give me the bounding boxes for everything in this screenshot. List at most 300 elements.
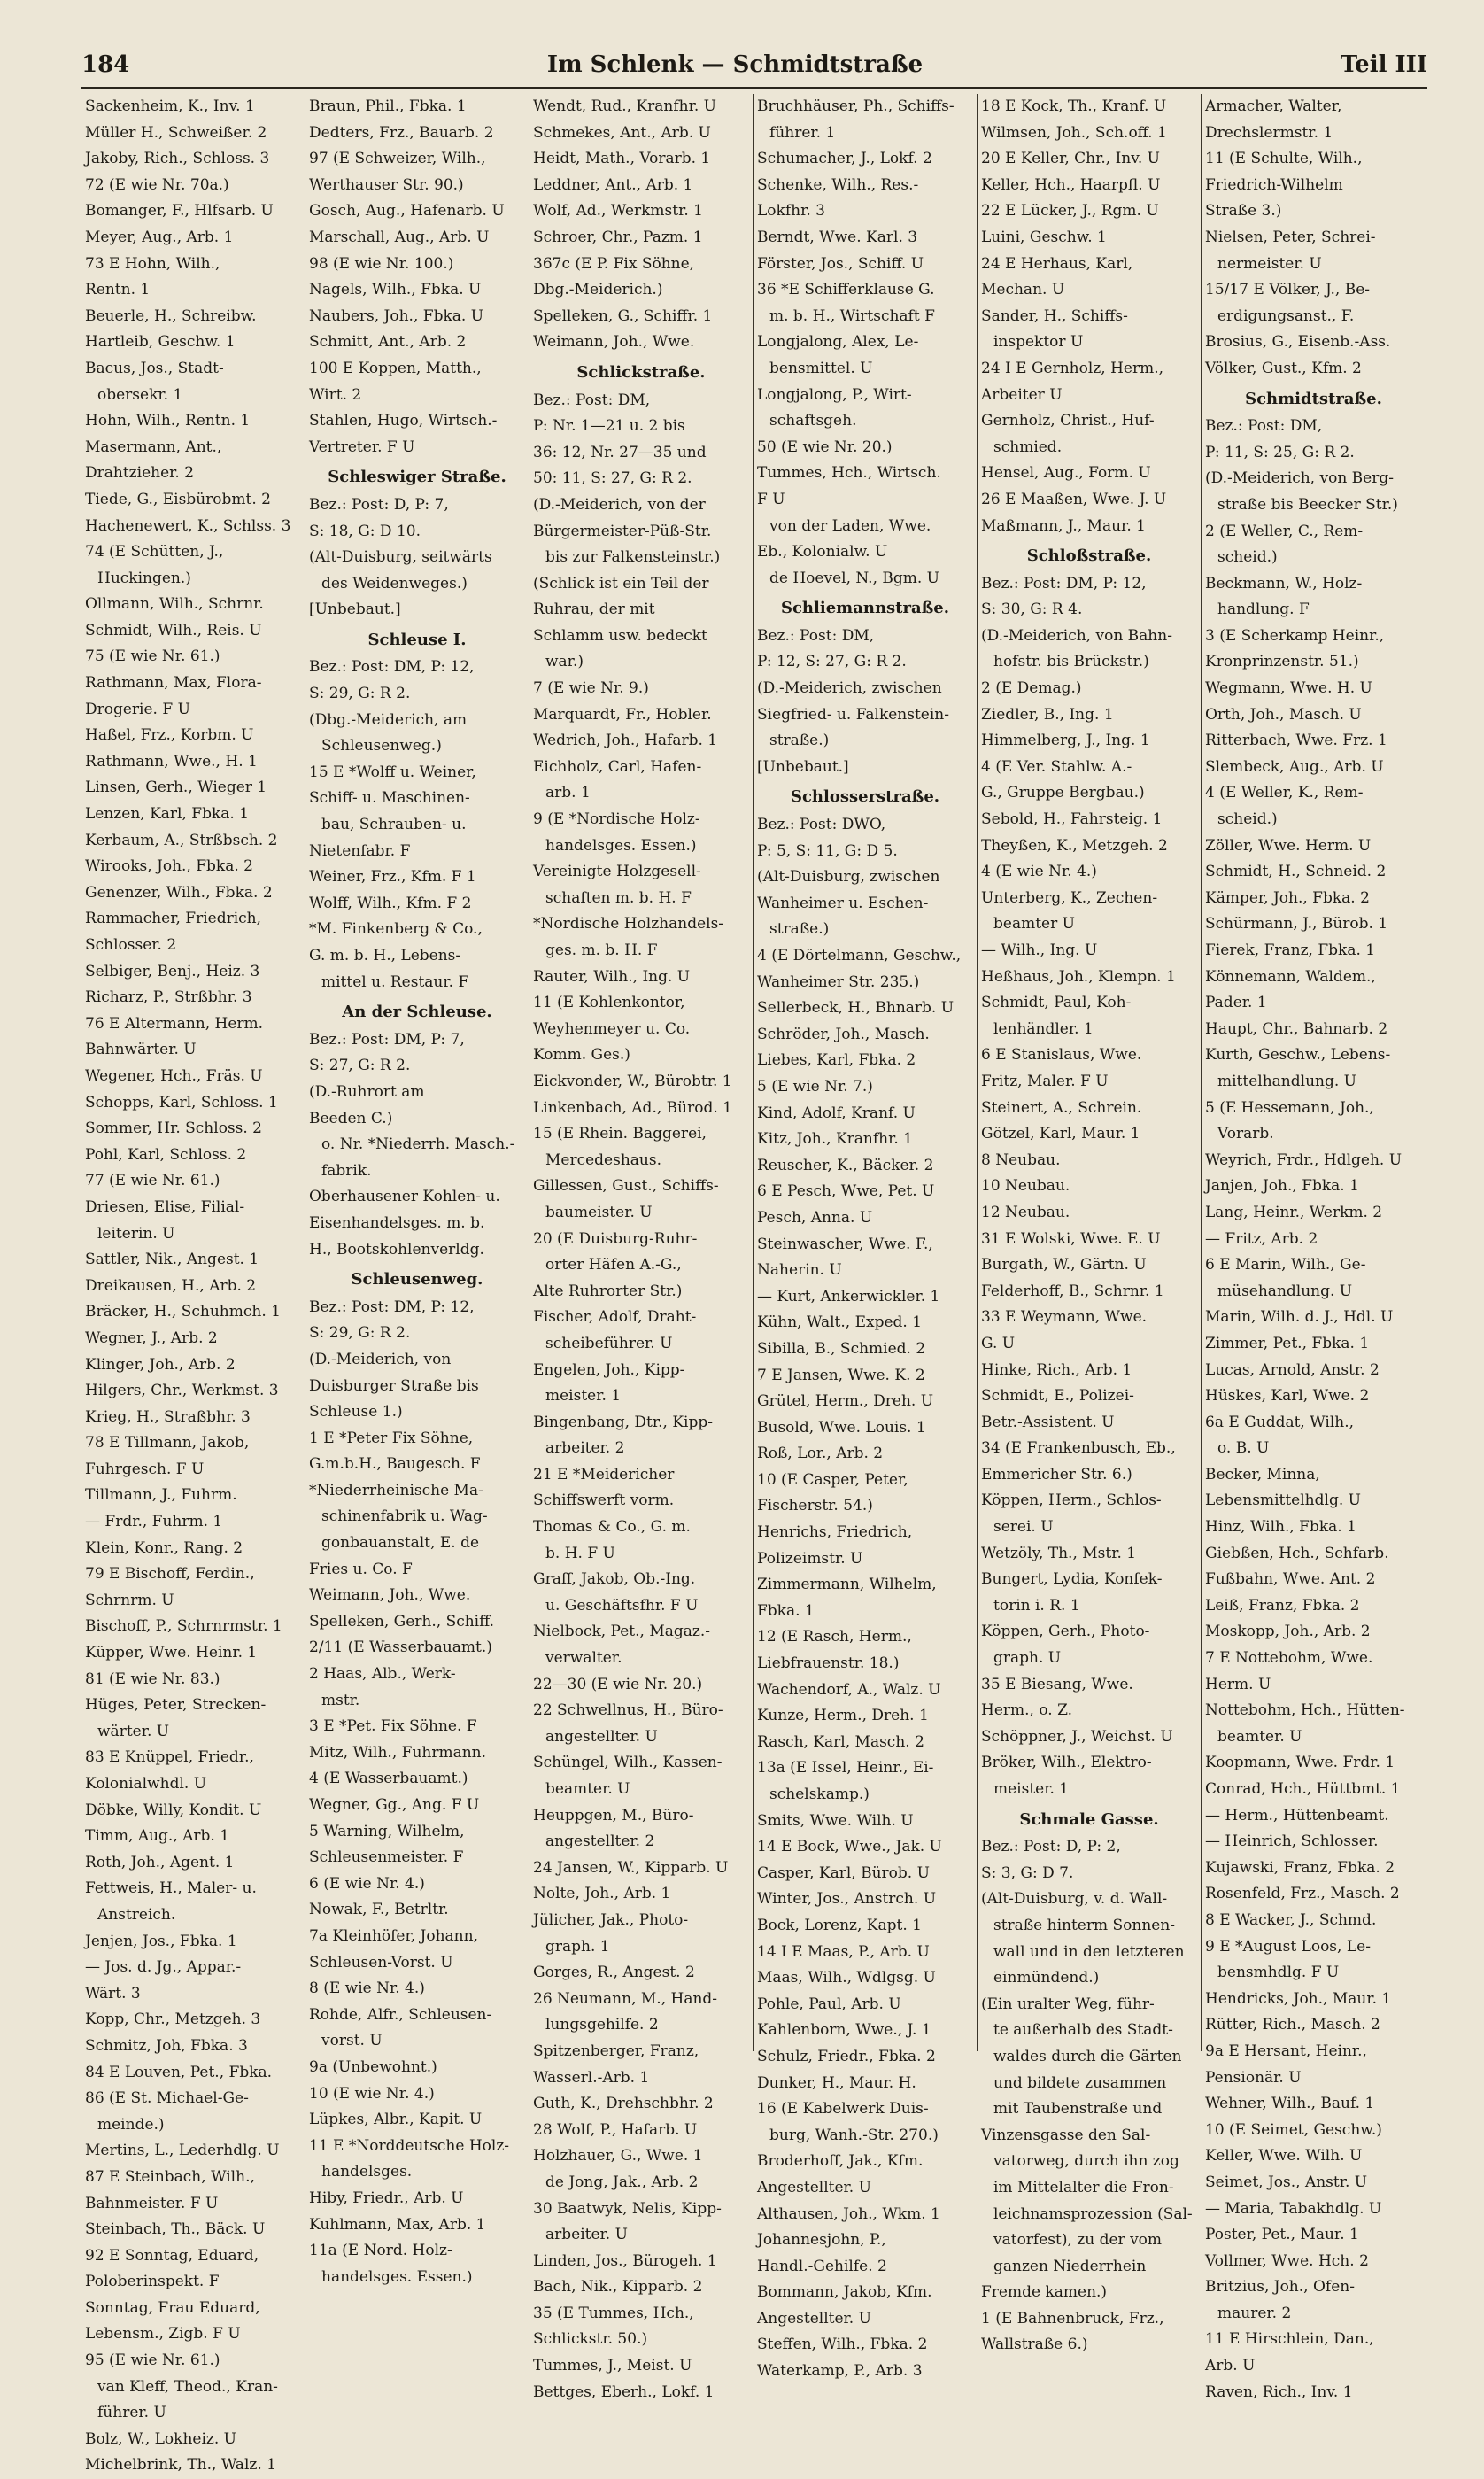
directory-entry: (Alt-Duisburg, v. d. Wall- (981, 1890, 1168, 1909)
directory-entry: 50 (E wie Nr. 20.) (757, 438, 893, 456)
directory-entry: 86 (E St. Michael-Ge- (85, 2089, 249, 2108)
directory-entry: Arb. U (1205, 2357, 1256, 2375)
directory-entry: Polizeimstr. U (757, 1549, 863, 1568)
directory-entry: Bettges, Eberh., Lokf. 1 (533, 2382, 715, 2401)
directory-entry: 7 (E wie Nr. 9.) (533, 679, 649, 698)
directory-entry: Werthauser Str. 90.) (309, 175, 464, 194)
directory-entry: Britzius, Joh., Ofen- (1205, 2278, 1355, 2297)
directory-entry: vatorfest), zu der vom (993, 2231, 1163, 2250)
directory-entry: Weimann, Joh., Wwe. (309, 1586, 471, 1605)
directory-entry: fabrik. (321, 1161, 372, 1180)
directory-entry: Schopps, Karl, Schloss. 1 (85, 1093, 278, 1112)
directory-entry: Beeden C.) (309, 1109, 393, 1127)
directory-entry: Roß, Lor., Arb. 2 (757, 1445, 884, 1463)
directory-entry: Betr.-Assistent. U (981, 1413, 1115, 1431)
directory-entry: Schleusen-Vorst. U (309, 1953, 453, 1972)
directory-entry: 8 Neubau. (981, 1150, 1061, 1169)
directory-entry: Bingenbang, Dtr., Kipp- (533, 1413, 714, 1431)
directory-entry: Jülicher, Jak., Photo- (533, 1910, 689, 1929)
directory-entry: 73 E Hohn, Wilh., (85, 254, 220, 273)
directory-entry: Bacus, Jos., Stadt- (85, 359, 224, 377)
directory-entry: arbeiter. 2 (545, 1439, 625, 1458)
directory-entry: inspektor U (993, 333, 1084, 352)
directory-entry: Lebensm., Zigb. F U (85, 2325, 241, 2343)
directory-entry: Armacher, Walter, (1205, 97, 1342, 115)
directory-entry: Eisenhandelsges. m. b. (309, 1213, 485, 1232)
directory-entry: handelsges. Essen.) (545, 836, 697, 855)
directory-entry: [Unbebaut.] (757, 757, 849, 776)
directory-entry: Götzel, Karl, Maur. 1 (981, 1125, 1140, 1143)
directory-entry: Maßmann, J., Maur. 1 (981, 516, 1146, 535)
directory-entry: Fuhrgesch. F U (85, 1460, 205, 1478)
directory-entry: Leddner, Ant., Arb. 1 (533, 175, 693, 194)
directory-entry: Vereinigte Holzgesell- (533, 863, 701, 881)
directory-entry: Oberhausener Kohlen- u. (309, 1188, 500, 1206)
directory-entry: erdigungsanst., F. (1217, 306, 1355, 325)
directory-entry: Althausen, Joh., Wkm. 1 (757, 2204, 940, 2223)
directory-entry: Schmidt, E., Polizei- (981, 1387, 1134, 1406)
directory-entry: Kronprinzenstr. 51.) (1205, 653, 1359, 671)
directory-entry: Heidt, Math., Vorarb. 1 (533, 150, 711, 168)
directory-entry: Sommer, Hr. Schloss. 2 (85, 1119, 262, 1138)
directory-entry: Michelbrink, Th., Walz. 1 (85, 2456, 276, 2475)
directory-entry: arb. 1 (545, 784, 591, 802)
directory-entry: Kopp, Chr., Metzgeh. 3 (85, 2010, 261, 2029)
directory-entry: Drechslermstr. 1 (1205, 123, 1333, 142)
directory-entry: Rasch, Karl, Masch. 2 (757, 1732, 924, 1751)
directory-entry: 24 E Herhaus, Karl, (981, 254, 1133, 273)
directory-entry: P: Nr. 1—21 u. 2 bis (533, 417, 685, 436)
directory-entry: maurer. 2 (1217, 2304, 1292, 2322)
directory-entry: Fbka. 1 (757, 1601, 815, 1620)
directory-entry: graph. 1 (545, 1937, 610, 1956)
directory-entry: Steinwascher, Wwe. F., (757, 1235, 933, 1253)
directory-entry: S: 29, G: R 2. (309, 1324, 411, 1343)
directory-entry: Bez.: Post: DWO, (757, 816, 886, 834)
street-heading: Schliemannstraße. (780, 599, 950, 618)
directory-entry: Meyer, Aug., Arb. 1 (85, 228, 234, 246)
directory-entry: Hohn, Wilh., Rentn. 1 (85, 412, 251, 430)
directory-entry: von der Laden, Wwe. (769, 516, 931, 535)
directory-entry: 24 I E Gernholz, Herm., (981, 359, 1164, 377)
directory-entry: Hüges, Peter, Strecken- (85, 1696, 267, 1715)
directory-entry: Bez.: Post: DM, P: 12, (981, 574, 1147, 593)
directory-entry: angestellter. 2 (545, 1832, 655, 1851)
directory-entry: lungsgehilfe. 2 (545, 2016, 659, 2034)
directory-entry: Steinbach, Th., Bäck. U (85, 2220, 266, 2239)
directory-entry: 10 (E wie Nr. 4.) (309, 2084, 435, 2103)
directory-entry: des Weidenweges.) (321, 574, 468, 593)
directory-entry: bensmhdlg. F U (1217, 1964, 1340, 1982)
directory-entry: Raven, Rich., Inv. 1 (1205, 2382, 1353, 2401)
directory-entry: Kuhlmann, Max, Arb. 1 (309, 2215, 486, 2234)
directory-entry: Luini, Geschw. 1 (981, 228, 1107, 246)
directory-entry: 6 E Stanislaus, Wwe. (981, 1046, 1142, 1065)
directory-entry: Ritterbach, Wwe. Frz. 1 (1205, 732, 1387, 750)
directory-entry: 11 E *Norddeutsche Holz- (309, 2136, 510, 2155)
directory-entry: scheid.) (1217, 548, 1278, 567)
directory-entry: 1 (E Bahnenbruck, Frz., (981, 2309, 1164, 2328)
directory-entry: mit Taubenstraße und (993, 2100, 1163, 2119)
directory-entry: schaften m. b. H. F (545, 888, 692, 907)
directory-entry: Schulz, Friedr., Fbka. 2 (757, 2047, 936, 2065)
directory-entry: 22 Schwellnus, H., Büro- (533, 1701, 723, 1720)
directory-entry: Pesch, Anna. U (757, 1208, 873, 1227)
directory-entry: mittel u. Restaur. F (321, 972, 469, 991)
directory-entry: Sebold, H., Fahrsteig. 1 (981, 810, 1163, 829)
directory-entry: Kerbaum, A., Strßbsch. 2 (85, 831, 278, 849)
directory-entry: Holzhauer, G., Wwe. 1 (533, 2147, 703, 2165)
directory-entry: Küpper, Wwe. Heinr. 1 (85, 1644, 258, 1662)
directory-entry: im Mittelalter die Fron- (993, 2178, 1174, 2196)
directory-entry: führer. U (97, 2404, 166, 2422)
directory-entry: ganzen Niederrhein (993, 2257, 1147, 2275)
directory-entry: bau, Schrauben- u. (321, 816, 467, 834)
directory-entry: Richarz, P., Strßbhr. 3 (85, 988, 252, 1007)
directory-entry: Wendt, Rud., Kranfhr. U (533, 97, 717, 115)
directory-entry: Braun, Phil., Fbka. 1 (309, 97, 467, 115)
directory-entry: Busold, Wwe. Louis. 1 (757, 1418, 926, 1437)
directory-entry: Müller H., Schweißer. 2 (85, 123, 267, 142)
directory-entry: Siegfried- u. Falkenstein- (757, 705, 949, 724)
directory-entry: (Ein uralter Weg, führ- (981, 1995, 1155, 2013)
directory-entry: Bahnwärter. U (85, 1041, 197, 1059)
directory-entry: Gorges, R., Angest. 2 (533, 1964, 695, 1982)
directory-entry: 18 E Kock, Th., Kranf. U (981, 97, 1167, 115)
directory-entry: P: 11, S: 25, G: R 2. (1205, 443, 1355, 461)
directory-entry: S: 18, G: D 10. (309, 522, 421, 540)
street-heading: Schmidtstraße. (1245, 389, 1382, 408)
directory-entry: Klinger, Joh., Arb. 2 (85, 1355, 236, 1374)
street-heading: Schleusenweg. (351, 1270, 483, 1290)
directory-entry: Bungert, Lydia, Konfek- (981, 1570, 1163, 1589)
directory-entry: Hendricks, Joh., Maur. 1 (1205, 1989, 1392, 2008)
directory-entry: 8 E Wacker, J., Schmd. (1205, 1910, 1377, 1929)
directory-entry: Spelleken, Gerh., Schiff. (309, 1612, 494, 1631)
directory-entry: Liebes, Karl, Fbka. 2 (757, 1051, 916, 1070)
directory-entry: Schlickstr. 50.) (533, 2330, 648, 2349)
directory-entry: Reuscher, K., Bäcker. 2 (757, 1156, 934, 1174)
directory-entry: Wegmann, Wwe. H. U (1205, 679, 1372, 698)
directory-entry: Handl.-Gehilfe. 2 (757, 2257, 887, 2275)
directory-entry: war.) (545, 653, 584, 671)
directory-entry: Linsen, Gerh., Wieger 1 (85, 779, 267, 797)
directory-entry: Poloberinspekt. F (85, 2273, 220, 2291)
directory-entry: 5 (E wie Nr. 7.) (757, 1077, 873, 1096)
directory-entry: G. U (981, 1334, 1016, 1352)
directory-entry: Wasserl.-Arb. 1 (533, 2068, 650, 2087)
directory-entry: u. Geschäftsfhr. F U (545, 1596, 699, 1615)
directory-entry: 84 E Louven, Pet., Fbka. (85, 2063, 273, 2081)
directory-entry: 98 (E wie Nr. 100.) (309, 254, 454, 273)
directory-entry: Sibilla, B., Schmied. 2 (757, 1339, 926, 1358)
directory-entry: Bommann, Jakob, Kfm. (757, 2283, 932, 2302)
directory-entry: 78 E Tillmann, Jakob, (85, 1434, 250, 1453)
directory-entry: Hilgers, Chr., Werkmst. 3 (85, 1382, 279, 1400)
directory-entry: meister. 1 (545, 1387, 622, 1406)
directory-entry: 8 (E wie Nr. 4.) (309, 1979, 425, 1998)
directory-entry: Schüngel, Wilh., Kassen- (533, 1754, 723, 1772)
directory-entry: Bez.: Post: DM, P: 12, (309, 658, 475, 677)
directory-entry: 26 Neumann, M., Hand- (533, 1989, 718, 2008)
directory-entry: Huckingen.) (97, 569, 191, 587)
directory-entry: Fritz, Maler. F U (981, 1072, 1109, 1090)
directory-entry: Fierek, Franz, Fbka. 1 (1205, 941, 1376, 959)
directory-entry: Vorarb. (1217, 1125, 1274, 1143)
directory-entry: Komm. Ges.) (533, 1046, 630, 1065)
directory-entry: Kämper, Joh., Fbka. 2 (1205, 888, 1370, 907)
directory-entry: b. H. F U (545, 1544, 615, 1562)
directory-entry: Johannesjohn, P., (757, 2231, 886, 2250)
directory-entry: Hachenewert, K., Schlss. 3 (85, 516, 291, 535)
directory-entry: 367c (E P. Fix Söhne, (533, 254, 695, 273)
directory-entry: Schleusenmeister. F (309, 1848, 464, 1867)
directory-entry: Zimmer, Pet., Fbka. 1 (1205, 1334, 1370, 1352)
directory-entry: 95 (E wie Nr. 61.) (85, 2351, 220, 2370)
directory-entry: Kind, Adolf, Kranf. U (757, 1104, 916, 1122)
directory-entry: o. B. U (1217, 1439, 1270, 1458)
directory-entry: wärter. U (97, 1722, 170, 1740)
directory-entry: Wolff, Wilh., Kfm. F 2 (309, 894, 472, 912)
directory-entry: 11 (E Kohlenkontor, (533, 994, 685, 1012)
directory-entry: bis zur Falkensteinstr.) (545, 548, 721, 567)
directory-entry: beamter. U (1217, 1727, 1302, 1746)
directory-entry: Casper, Karl, Bürob. U (757, 1863, 930, 1882)
directory-entry: G. m. b. H., Lebens- (309, 947, 461, 964)
directory-entry: obersekr. 1 (97, 385, 183, 404)
directory-entry: Tillmann, J., Fuhrm. (85, 1486, 237, 1505)
directory-entry: Wedrich, Joh., Hafarb. 1 (533, 732, 718, 750)
directory-entry: 76 E Altermann, Herm. (85, 1014, 264, 1033)
directory-entry: Kühn, Walt., Exped. 1 (757, 1313, 923, 1332)
directory-entry: burg, Wanh.-Str. 270.) (769, 2126, 939, 2144)
directory-entry: Nagels, Wilh., Fbka. U (309, 281, 482, 299)
directory-entry: Moskopp, Joh., Arb. 2 (1205, 1623, 1371, 1641)
directory-entry: Rohde, Alfr., Schleusen- (309, 2005, 492, 2024)
directory-entry: Driesen, Elise, Filial- (85, 1197, 245, 1216)
directory-entry: Mechan. U (981, 281, 1065, 299)
directory-entry: Zöller, Wwe. Herm. U (1205, 836, 1372, 855)
directory-entry: mstr. (321, 1691, 360, 1709)
directory-entry: 35 (E Tummes, Hch., (533, 2304, 694, 2322)
directory-entry: 87 E Steinbach, Wilh., (85, 2167, 255, 2186)
directory-entry: Heßhaus, Joh., Klempn. 1 (981, 967, 1176, 986)
directory-entry: Eichholz, Carl, Hafen- (533, 757, 702, 776)
directory-entry: nermeister. U (1217, 254, 1322, 273)
directory-entry: Rathmann, Wwe., H. 1 (85, 752, 258, 771)
directory-entry: Förster, Jos., Schiff. U (757, 254, 924, 273)
directory-entry: straße.) (769, 732, 830, 750)
directory-entry: Weiner, Frz., Kfm. F 1 (309, 868, 476, 887)
directory-entry: Sattler, Nik., Angest. 1 (85, 1251, 259, 1269)
directory-entry: 5 (E Hessemann, Joh., (1205, 1098, 1374, 1117)
directory-entry: P: 5, S: 11, G: D 5. (757, 841, 898, 860)
directory-entry: Weyhenmeyer u. Co. (533, 1019, 691, 1038)
directory-entry: Tummes, J., Meist. U (533, 2357, 692, 2375)
directory-entry: Rentn. 1 (85, 281, 151, 299)
page-header (81, 51, 1427, 89)
directory-entry: (D.-Ruhrort am (309, 1082, 425, 1101)
directory-entry: *Niederrheinische Ma- (309, 1481, 483, 1499)
directory-entry: Spelleken, G., Schiffr. 1 (533, 306, 713, 325)
directory-entry: orter Häfen A.-G., (545, 1256, 682, 1274)
directory-entry: Mertins, L., Lederhdlg. U (85, 2142, 280, 2160)
directory-entry: Dunker, H., Maur. H. (757, 2073, 916, 2092)
directory-entry: 10 (E Casper, Peter, (757, 1470, 908, 1489)
column-5 (978, 94, 1202, 2354)
directory-entry: Nottebohm, Hch., Hütten- (1205, 1701, 1405, 1720)
directory-entry: Ziedler, B., Ing. 1 (981, 705, 1114, 724)
directory-entry: Bez.: Post: D, P: 7, (309, 495, 449, 514)
directory-entry: Brosius, G., Eisenb.-Ass. (1205, 333, 1391, 352)
directory-entry: 16 (E Kabelwerk Duis- (757, 2100, 929, 2119)
directory-entry: Henrichs, Friedrich, (757, 1523, 913, 1542)
directory-entry: Schmekes, Ant., Arb. U (533, 123, 711, 142)
directory-entry: Ollmann, Wilh., Schrnr. (85, 595, 264, 614)
directory-entry: Duisburger Straße bis (309, 1376, 479, 1395)
directory-entry: Leiß, Franz, Fbka. 2 (1205, 1596, 1360, 1615)
directory-entry: Bolz, W., Lokheiz. U (85, 2429, 237, 2448)
directory-entry: 4 (E Ver. Stahlw. A.- (981, 757, 1132, 776)
directory-entry: lenhändler. 1 (993, 1019, 1094, 1038)
directory-entry: Genenzer, Wilh., Fbka. 2 (85, 883, 273, 902)
directory-entry: Nowak, F., Betrltr. (309, 1901, 449, 1919)
directory-entry: schinenfabrik u. Wag- (321, 1507, 488, 1526)
column-4 (754, 94, 978, 2381)
directory-entry: 6 E Marin, Wilh., Ge- (1205, 1256, 1366, 1274)
directory-entry: 7 E Jansen, Wwe. K. 2 (757, 1366, 925, 1384)
directory-entry: Lebensmittelhdlg. U (1205, 1491, 1361, 1510)
directory-entry: Klein, Konr., Rang. 2 (85, 1538, 243, 1557)
directory-entry: 36: 12, Nr. 27—35 und (533, 443, 707, 461)
directory-entry: Angestellter. U (757, 2309, 871, 2328)
directory-entry: 5 Warning, Wilhelm, (309, 1822, 465, 1840)
directory-entry: 77 (E wie Nr. 61.) (85, 1172, 220, 1190)
directory-entry: scheid.) (1217, 810, 1278, 829)
directory-entry: 79 E Bischoff, Ferdin., (85, 1565, 255, 1584)
directory-entry: 24 Jansen, W., Kipparb. U (533, 1858, 729, 1877)
street-heading: Schlickstraße. (576, 362, 706, 382)
directory-entry: Schürmann, J., Bürob. 1 (1205, 915, 1388, 933)
street-heading: Schleswiger Straße. (328, 468, 506, 487)
directory-entry: Smits, Wwe. Wilh. U (757, 1811, 914, 1830)
directory-entry: 28 Wolf, P., Hafarb. U (533, 2120, 698, 2139)
directory-entry: Keller, Hch., Haarpfl. U (981, 175, 1161, 194)
directory-entry: bensmittel. U (769, 359, 873, 377)
directory-entry: 10 (E Seimet, Geschw.) (1205, 2120, 1382, 2139)
directory-entry: leichnamsprozession (Sal- (993, 2204, 1193, 2223)
directory-entry: 97 (E Schweizer, Wilh., (309, 150, 486, 168)
directory-entry: handelsges. Essen.) (321, 2267, 473, 2286)
directory-entry: — Frdr., Fuhrm. 1 (85, 1513, 223, 1531)
directory-entry: Conrad, Hch., Hüttbmt. 1 (1205, 1780, 1401, 1798)
directory-entry: Straße 3.) (1205, 202, 1282, 221)
directory-entry: Schiffswerft vorm. (533, 1491, 675, 1510)
directory-entry: Völker, Gust., Kfm. 2 (1205, 359, 1362, 377)
directory-entry: einmündend.) (993, 1969, 1100, 1987)
directory-entry: Sellerbeck, H., Bhnarb. U (757, 999, 955, 1018)
directory-entry: vatorweg, durch ihn zog (993, 2152, 1179, 2171)
directory-entry: 9a E Hersant, Heinr., (1205, 2041, 1367, 2060)
directory-entry: angestellter. U (545, 1727, 658, 1746)
directory-entry: Bez.: Post: D, P: 2, (981, 1838, 1121, 1856)
directory-entry: schmied. (993, 438, 1063, 456)
directory-entry: Herm., o. Z. (981, 1701, 1073, 1720)
directory-entry: van Kleff, Theod., Kran- (97, 2377, 278, 2396)
directory-entry: Beckmann, W., Holz- (1205, 574, 1363, 593)
directory-entry: Seimet, Jos., Anstr. U (1205, 2173, 1368, 2191)
directory-entry: Wetzöly, Th., Mstr. 1 (981, 1544, 1137, 1562)
street-heading: Schlosserstraße. (790, 787, 940, 807)
directory-entry: Wegner, Gg., Ang. F U (309, 1796, 480, 1814)
directory-entry: handelsges. (321, 2163, 413, 2181)
directory-entry: Roth, Joh., Agent. 1 (85, 1853, 235, 1871)
directory-entry: Hinke, Rich., Arb. 1 (981, 1360, 1132, 1379)
directory-entry: Alte Ruhrorter Str.) (533, 1282, 683, 1300)
directory-entry: Becker, Minna, (1205, 1465, 1320, 1484)
directory-entry: serei. U (993, 1518, 1054, 1537)
directory-entry: Schmitz, Joh, Fbka. 3 (85, 2036, 248, 2055)
directory-entry: Wirt. 2 (309, 385, 362, 404)
column-6 (1202, 94, 1426, 2401)
directory-entry: Orth, Joh., Masch. U (1205, 705, 1362, 724)
directory-entry: Bahnmeister. F U (85, 2194, 219, 2212)
directory-entry: 12 Neubau. (981, 1203, 1070, 1221)
directory-entry: verwalter. (545, 1649, 622, 1668)
directory-entry: 1 E *Peter Fix Söhne, (309, 1429, 474, 1447)
directory-entry: Angestellter. U (757, 2178, 871, 2196)
directory-entry: Theyßen, K., Metzgeh. 2 (981, 836, 1168, 855)
directory-entry: Nielbock, Pet., Magaz.- (533, 1623, 710, 1641)
directory-entry: Nielsen, Peter, Schrei- (1205, 228, 1376, 246)
directory-entry: Schmidt, Wilh., Reis. U (85, 621, 262, 639)
directory-entry: Guth, K., Drehschbhr. 2 (533, 2095, 714, 2113)
directory-entry: Sackenheim, K., Inv. 1 (85, 97, 255, 115)
directory-entry: Mitz, Wilh., Fuhrmann. (309, 1743, 487, 1762)
directory-entry: 15 (E Rhein. Baggerei, (533, 1125, 707, 1143)
directory-entry: schaftsgeh. (769, 412, 857, 430)
directory-entry: Sander, H., Schiffs- (981, 306, 1128, 325)
directory-entry: (Alt-Duisburg, seitwärts (309, 548, 492, 567)
directory-entry: Döbke, Willy, Kondit. U (85, 1801, 262, 1819)
directory-entry: Wanheimer u. Eschen- (757, 894, 929, 912)
directory-entry: Bach, Nik., Kipparb. 2 (533, 2278, 703, 2297)
directory-entry: Vinzensgasse den Sal- (981, 2126, 1151, 2144)
directory-entry: Vertreter. F U (309, 438, 415, 456)
directory-entry: Pohl, Karl, Schloss. 2 (85, 1145, 247, 1164)
directory-entry: 75 (E wie Nr. 61.) (85, 647, 220, 666)
directory-entry: 4 (E Weller, K., Rem- (1205, 784, 1364, 802)
directory-entry: 92 E Sonntag, Eduard, (85, 2246, 259, 2265)
directory-entry: Jenjen, Jos., Fbka. 1 (85, 1932, 237, 1950)
directory-entry: 9 E *August Loos, Le- (1205, 1937, 1371, 1956)
directory-entry: 4 (E Dörtelmann, Geschw., (757, 947, 962, 964)
directory-entry: — Kurt, Ankerwickler. 1 (757, 1287, 940, 1305)
directory-entry: meister. 1 (993, 1780, 1070, 1798)
directory-entry: Nietenfabr. F (309, 841, 411, 860)
directory-entry: 11 E Hirschlein, Dan., (1205, 2330, 1374, 2349)
directory-entry: Wehner, Wilh., Bauf. 1 (1205, 2095, 1375, 2113)
directory-entry: 83 E Knüppel, Friedr., (85, 1748, 254, 1767)
directory-entry: 35 E Biesang, Wwe. (981, 1675, 1133, 1693)
directory-entry: Janjen, Joh., Fbka. 1 (1205, 1177, 1359, 1196)
directory-entry: meinde.) (97, 2115, 165, 2134)
column-3 (529, 94, 754, 2401)
directory-entry: Anstreich. (97, 1905, 176, 1924)
directory-entry: 20 (E Duisburg-Ruhr- (533, 1229, 698, 1248)
column-2 (305, 94, 529, 2286)
directory-entry: Fischer, Adolf, Draht- (533, 1308, 697, 1327)
